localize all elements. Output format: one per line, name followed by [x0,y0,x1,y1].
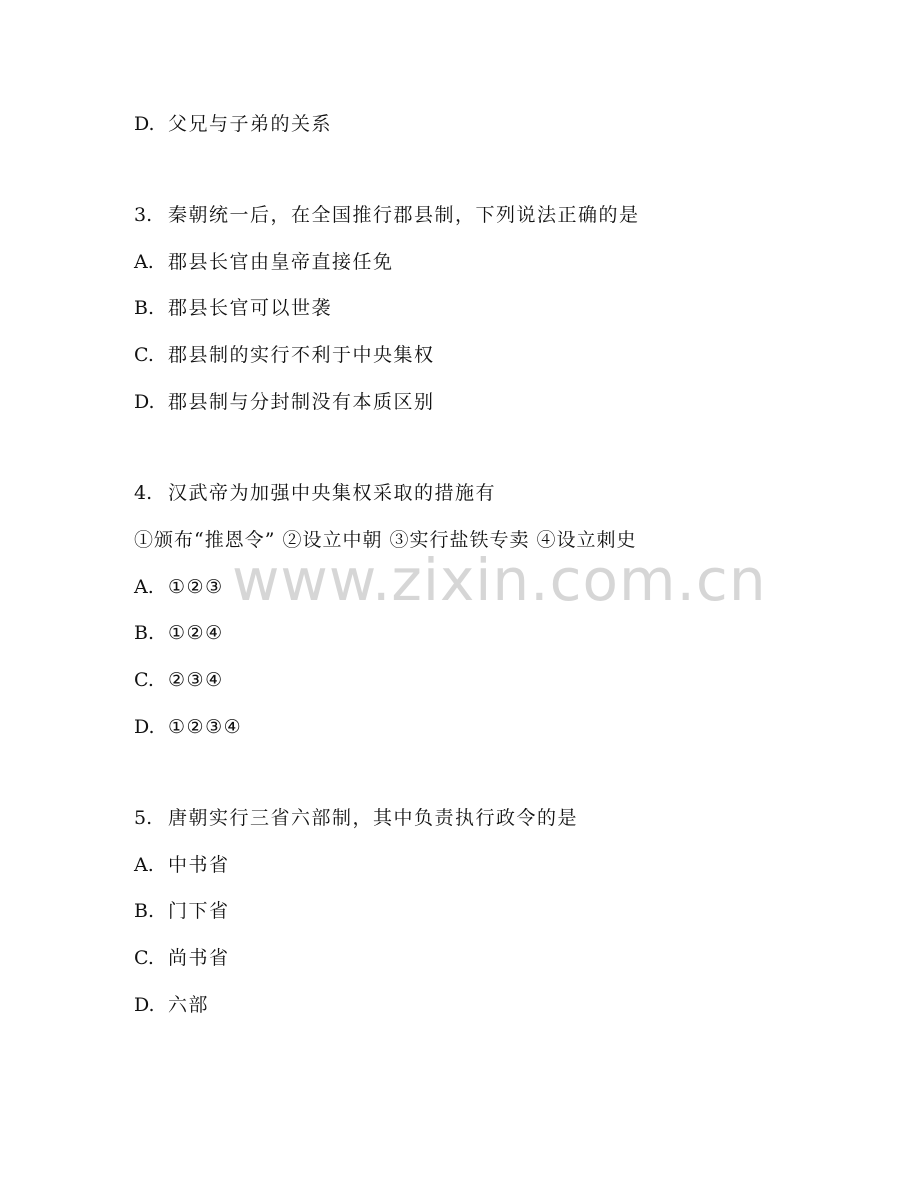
option-a-q4 [134,575,224,599]
option-text: 父兄与子弟的关系 [168,113,333,135]
option-d-q5 [134,993,209,1017]
option-b-q3 [134,296,332,320]
option-label: A. [134,576,154,598]
option-a-q3 [134,250,394,274]
question-text: 唐朝实行三省六部制，其中负责执行政令的是 [168,807,579,829]
option-label: A. [134,251,154,273]
question-number: 3. [134,204,153,226]
option-text: ②③④ [168,669,224,691]
question-number: 4. [134,482,153,504]
option-label: D. [134,391,155,413]
option-text: 郡县长官可以世袭 [168,297,333,319]
question-text: 秦朝统一后，在全国推行郡县制，下列说法正确的是 [168,204,640,226]
option-d-q2 [134,112,332,136]
option-label: B. [134,900,155,922]
option-c-q5 [134,946,230,970]
option-text: 门下省 [168,900,230,922]
option-label: C. [134,344,154,366]
option-label: D. [134,716,155,738]
option-b-q5 [134,899,230,923]
question-4 [134,481,496,505]
option-text: ①②③ [168,576,224,598]
question-number: 5. [134,807,153,829]
question-5 [134,806,578,830]
option-label: D. [134,113,155,135]
option-text: 尚书省 [168,947,230,969]
option-text: 郡县制的实行不利于中央集权 [168,344,435,366]
question-4-statements [134,528,637,552]
option-c-q3 [134,343,435,367]
option-text: 中书省 [168,854,230,876]
option-label: C. [134,669,154,691]
option-label: D. [134,994,155,1016]
option-d-q3 [134,390,435,414]
option-text: 六部 [168,994,210,1016]
option-text: ①②④ [168,622,224,644]
watermark: www.zixin.com.cn [232,546,767,614]
option-text: 郡县长官由皇帝直接任免 [168,251,394,273]
option-label: C. [134,947,154,969]
option-text: 郡县制与分封制没有本质区别 [168,391,435,413]
option-b-q4 [134,621,224,645]
option-label: B. [134,297,155,319]
option-label: B. [134,622,155,644]
option-a-q5 [134,853,230,877]
option-c-q4 [134,668,224,692]
option-text: ①②③④ [168,716,243,738]
question-text: 汉武帝为加强中央集权采取的措施有 [168,482,497,504]
option-d-q4 [134,715,242,739]
option-label: A. [134,854,154,876]
question-3 [134,203,640,227]
statement-list: ①颁布“推恩令” ②设立中朝 ③实行盐铁专卖 ④设立刺史 [134,529,637,551]
